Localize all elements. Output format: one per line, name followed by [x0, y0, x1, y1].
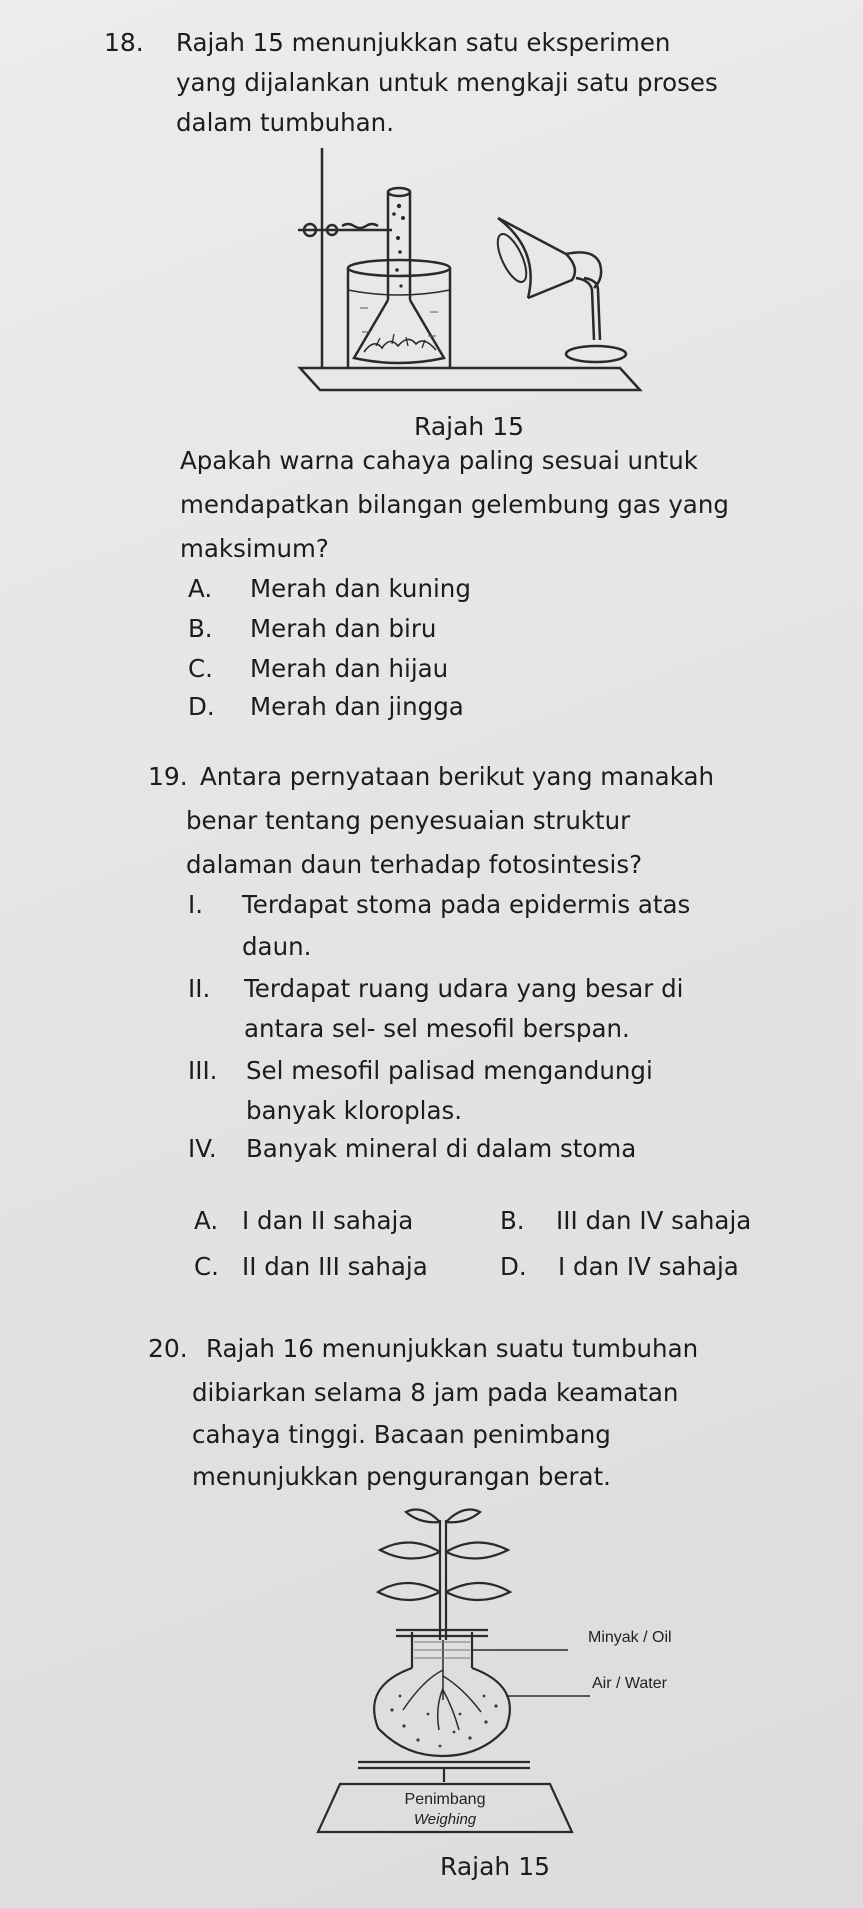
q19-statement-1-line-2: daun.	[242, 932, 312, 961]
q18-option-a-letter: A.	[188, 574, 213, 603]
q18-line-2: yang dijalankan untuk mengkaji satu proses	[176, 68, 718, 97]
q18-option-d-text: Merah dan jingga	[250, 692, 464, 721]
q20-line-2: dibiarkan selama 8 jam pada keamatan	[192, 1378, 679, 1407]
q19-statement-1-roman: I.	[188, 890, 204, 919]
q20-line-4: menunjukkan pengurangan berat.	[192, 1462, 611, 1491]
label-oil: Minyak / Oil	[588, 1629, 672, 1646]
q19-line-2: benar tentang penyesuaian struktur	[186, 806, 631, 835]
q18-question-line-1: Apakah warna cahaya paling sesuai untuk	[180, 446, 698, 475]
q19-statement-4-line-1: Banyak mineral di dalam stoma	[246, 1134, 637, 1163]
q20-number: 20.	[148, 1334, 188, 1363]
q19-option-b-letter: B.	[500, 1206, 525, 1235]
q19-option-d-text: I dan IV sahaja	[558, 1252, 739, 1281]
q20-line-1: Rajah 16 menunjukkan suatu tumbuhan	[206, 1334, 699, 1363]
q19-option-a-letter: A.	[194, 1206, 219, 1235]
q19-option-c-text: II dan III sahaja	[242, 1252, 428, 1281]
q19-line-3: dalaman daun terhadap fotosintesis?	[186, 850, 643, 879]
q19-option-a-text: I dan II sahaja	[242, 1206, 414, 1235]
q18-line-1	[176, 28, 814, 58]
oil-layer-hatching	[414, 1642, 470, 1658]
q18-option-a-text: Merah dan kuning	[250, 574, 471, 603]
weighing-scale	[300, 1780, 620, 1852]
q19-statement-2-line-1: Terdapat ruang udara yang besar di	[244, 974, 684, 1003]
q19-option-b-text: III dan IV sahaja	[556, 1206, 752, 1235]
q18-option-c-text: Merah dan hijau	[250, 654, 449, 683]
q18-figure-caption: Rajah 15	[414, 412, 525, 441]
q19-statement-2-roman: II.	[188, 974, 211, 1003]
water-dots	[390, 1695, 497, 1748]
q18-option-b-letter: B.	[188, 614, 213, 643]
q18-apparatus-figure	[280, 140, 660, 410]
q18-line-1-text: Rajah 15 menunjukkan satu eksperimen	[176, 28, 671, 57]
q19-line-1: Antara pernyataan berikut yang manakah	[200, 762, 714, 791]
water-marks	[360, 308, 438, 336]
q19-option-c-letter: C.	[194, 1252, 219, 1281]
q18-option-b-text: Merah dan biru	[250, 614, 437, 643]
q18-question-line-2: mendapatkan bilangan gelembung gas yang	[180, 490, 729, 519]
q20-line-3: cahaya tinggi. Bacaan penimbang	[192, 1420, 611, 1449]
q19-number: 19.	[148, 762, 188, 791]
q20-plant-scale-figure	[300, 1500, 700, 1800]
q19-statement-3-line-1: Sel mesofil palisad mengandungi	[246, 1056, 653, 1085]
q19-statement-4-roman: IV.	[188, 1134, 217, 1163]
q19-statement-3-line-2: banyak kloroplas.	[246, 1096, 463, 1125]
label-scale-en: Weighing	[413, 1811, 477, 1828]
q18-option-c-letter: C.	[188, 654, 213, 683]
q19-option-d-letter: D.	[500, 1252, 527, 1281]
q19-statement-2-line-2: antara sel- sel mesofil berspan.	[244, 1014, 630, 1043]
q19-statement-3-roman: III.	[188, 1056, 218, 1085]
q18-line-3: dalam tumbuhan.	[176, 108, 394, 137]
q19-statement-1-line-1: Terdapat stoma pada epidermis atas	[242, 890, 691, 919]
label-water: Air / Water	[592, 1675, 667, 1692]
q18-option-d-letter: D.	[188, 692, 215, 721]
label-scale-ms: Penimbang	[404, 1791, 486, 1808]
q18-question-line-3: maksimum?	[180, 534, 329, 563]
q18-number: 18.	[104, 28, 144, 57]
q20-figure-caption: Rajah 15	[440, 1852, 551, 1881]
